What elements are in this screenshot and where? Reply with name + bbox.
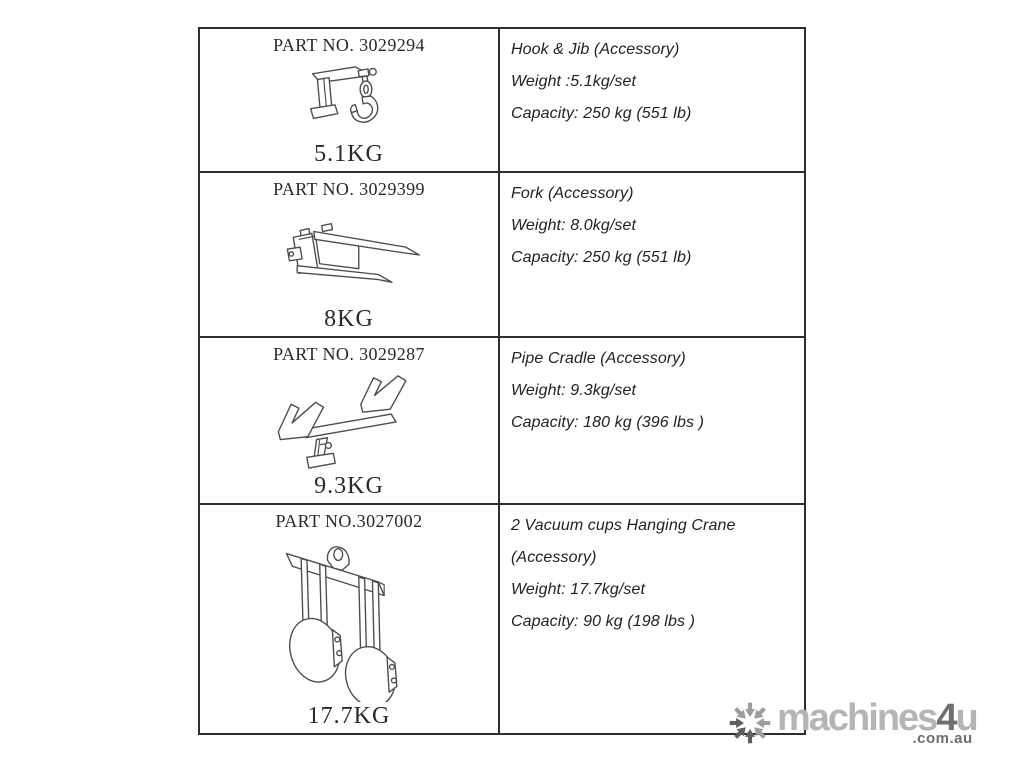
brand-text	[777, 696, 977, 747]
description-line: Weight: 17.7kg/set	[511, 581, 646, 598]
weight-label: 5.1KG	[314, 141, 384, 167]
description-line: 2 Vacuum cups Hanging Crane	[511, 517, 736, 534]
description-line: Fork (Accessory)	[511, 185, 634, 202]
part-cell	[200, 505, 500, 733]
table-row	[200, 505, 804, 733]
description-line: Weight :5.1kg/set	[511, 73, 637, 90]
description-cell	[500, 338, 804, 503]
description-line: (Accessory)	[511, 549, 597, 566]
part-cell	[200, 173, 500, 336]
description-cell	[500, 29, 804, 171]
weight-label: 8KG	[324, 306, 374, 332]
part-number: PART NO. 3029287	[273, 344, 425, 364]
brand-domain: .com.au	[912, 730, 973, 747]
part-number: PART NO. 3029294	[273, 35, 425, 55]
description-line: Weight: 9.3kg/set	[511, 382, 637, 399]
part-cell	[200, 29, 500, 171]
description-line: Capacity: 250 kg (551 lb)	[511, 249, 692, 266]
machines4u-watermark	[726, 696, 977, 753]
description-line: Capacity: 90 kg (198 lbs )	[511, 613, 696, 630]
part-number: PART NO. 3029399	[273, 179, 425, 199]
part-cell	[200, 338, 500, 503]
description-line: Hook & Jib (Accessory)	[511, 41, 680, 58]
hook-jib-drawing-icon	[298, 56, 400, 141]
pipe-cradle-drawing-icon	[265, 365, 433, 473]
description-line: Capacity: 250 kg (551 lb)	[511, 105, 692, 122]
description-line: Pipe Cradle (Accessory)	[511, 350, 686, 367]
weight-label: 9.3KG	[314, 473, 384, 499]
part-number: PART NO.3027002	[275, 511, 423, 531]
table-row	[200, 338, 804, 505]
vacuum-cups-drawing-icon	[275, 532, 423, 703]
description-line: Capacity: 180 kg (396 lbs )	[511, 414, 705, 431]
starburst-icon	[726, 698, 774, 753]
brand-machines: machines	[777, 697, 937, 739]
table-row	[200, 173, 804, 338]
description-cell	[500, 173, 804, 336]
accessory-spec-table	[198, 27, 806, 735]
description-line: Weight: 8.0kg/set	[511, 217, 637, 234]
table-row	[200, 29, 804, 173]
brand-4: 4	[936, 697, 956, 739]
fork-drawing-icon	[270, 200, 428, 306]
brand-u: u	[955, 697, 977, 739]
weight-label: 17.7KG	[307, 703, 391, 729]
